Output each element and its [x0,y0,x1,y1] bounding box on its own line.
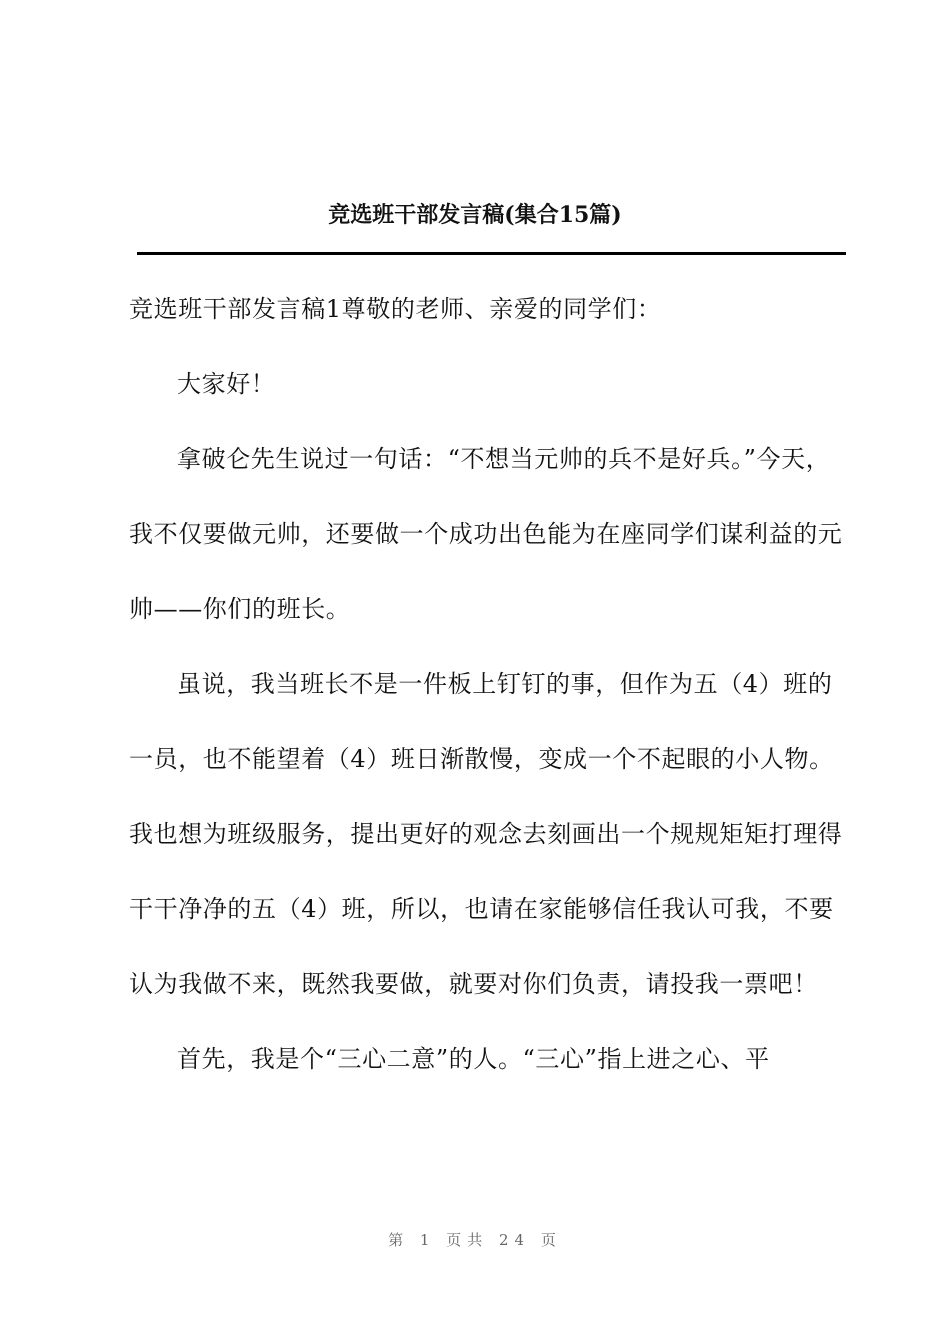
paragraph-three-hearts: 首先，我是个“三心二意”的人。“三心”指上进之心、平 [177,1045,770,1073]
document-body [129,272,849,1097]
paragraph-greeting: 大家好！ [177,370,276,398]
paragraph-napoleon: 拿破仑先生说过一句话：“不想当元帅的兵不是好兵。”今天，我不仅要做元帅，还要做一个成功出色能为在座同学们谋利益的元帅——你们的班长。 [129,445,843,623]
page-footer: 第 1 页共 24 页 [388,1231,562,1249]
paragraph-opening: 竞选班干部发言稿1尊敬的老师、亲爱的同学们： [129,295,662,323]
title-divider [137,252,846,255]
paragraph-class-service: 虽说，我当班长不是一件板上钉钉的事，但作为五（4）班的一员，也不能望着（4）班日渐散慢，变成一个不起眼的小人物。我也想为班级服务，提出更好的观念去刻画出一个规规矩矩打理得干干净净的五（4）班，所以，也请在家能够信任我认可我，不要认为我做不来，既然我要做，就要对你们负责，请投我一票吧！ [129,670,843,998]
document-title: 竞选班干部发言稿(集合15篇) [328,202,622,228]
